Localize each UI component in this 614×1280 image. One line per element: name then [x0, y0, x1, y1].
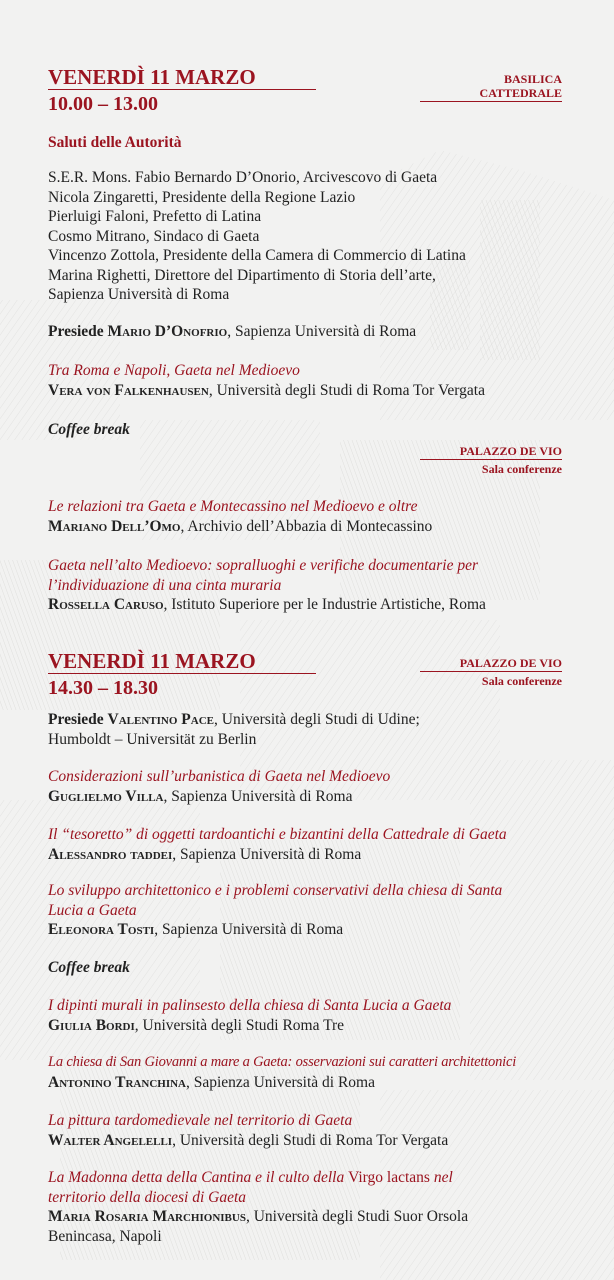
session1-day: VENERDÌ 11 MARZO [48, 66, 316, 90]
talk-title-part-c: nel [429, 1169, 453, 1186]
speaker-name: Eleonora Tosti [48, 921, 155, 938]
speaker-name: Guglielmo Villa [48, 787, 164, 805]
speaker-affil: , Sapienza Università di Roma [154, 921, 344, 938]
talk-title-line2: territorio della diocesi di Gaeta [48, 1188, 247, 1206]
session1-time: 10.00 – 13.00 [48, 93, 158, 115]
talk-title-part-b: Virgo lactans [348, 1169, 430, 1186]
talk-title-line1 [48, 1168, 578, 1188]
session2-time: 14.30 – 18.30 [48, 677, 158, 699]
session2-venue [420, 656, 562, 689]
talk-title: Il “tesoretto” di oggetti tardoantichi e bizantini della Cattedrale di Gaeta [48, 826, 507, 843]
speaker-name: Vera von Falkenhausen [48, 381, 209, 399]
session1-venue [420, 72, 562, 102]
venue2-name: PALAZZO DE VIO [420, 444, 562, 460]
session1-coffee-break: Coffee break [48, 421, 130, 438]
chair-affil-line2: Humboldt – Universität zu Berlin [48, 730, 257, 748]
talk-title: La pittura tardomedievale nel territorio di Gaeta [48, 1112, 353, 1129]
chair-affil-line1: , Università degli Studi di Udine; [214, 711, 420, 728]
speaker-name: Maria Rosaria Marchionibus [48, 1208, 246, 1225]
speaker-name: Rossella Caruso [48, 596, 164, 613]
session2-day: VENERDÌ 11 MARZO [48, 650, 316, 674]
greeting-2: Nicola Zingaretti, Presidente della Regione Lazio [48, 188, 356, 206]
greeting-4: Cosmo Mitrano, Sindaco di Gaeta [48, 227, 260, 245]
chair-name: Mario D’Onofrio [107, 323, 228, 340]
greeting-1: S.E.R. Mons. Fabio Bernardo D’Onorio, Arcivescovo di Gaeta [48, 169, 438, 186]
greeting-3: Pierluigi Faloni, Prefetto di Latina [48, 208, 262, 225]
speaker-affil: , Sapienza Università di Roma [172, 845, 362, 863]
speaker-affil: , Sapienza Università di Roma [186, 1073, 375, 1091]
speaker-affil: , Università degli Studi Roma Tre [134, 1016, 345, 1034]
talk-title-line2: l’individuazione di una cinta muraria [48, 576, 282, 594]
speaker-affil: , Sapienza Università di Roma [163, 787, 353, 805]
speaker-affil: , Università degli Studi di Roma Tor Vergata [172, 1131, 449, 1149]
session2-talk1 [48, 767, 578, 806]
speaker-name: Mariano Dell’Omo [48, 517, 181, 535]
session1-talk3 [48, 556, 578, 615]
greeting-6: Marina Righetti, Direttore del Dipartimento di Storia dell’arte, [48, 266, 436, 284]
talk-title-part-a: La Madonna detta della Cantina e il culto della [48, 1169, 349, 1186]
chair-label: Presiede [48, 323, 104, 340]
session2-talk7 [48, 1168, 578, 1246]
speaker-name: Giulia Bordi [48, 1016, 135, 1034]
speaker-affil: , Archivio dell’Abbazia di Montecassino [180, 517, 433, 535]
talk-title: Tra Roma e Napoli, Gaeta nel Medioevo [48, 362, 300, 379]
speaker-name: Alessandro taddei [48, 845, 173, 863]
talk-title-line2: Lucia a Gaeta [48, 901, 137, 919]
speaker-name: Antonino Tranchina [48, 1073, 186, 1091]
speaker-affil: , Istituto Superiore per le Industrie Artistiche, Roma [163, 596, 486, 613]
chair-affil: , Sapienza Università di Roma [227, 323, 417, 340]
session1-talk1 [48, 361, 578, 400]
session2-venue-name: PALAZZO DE VIO [420, 656, 562, 672]
venue2-room: Sala conferenze [481, 462, 562, 476]
session2-chair [48, 710, 578, 749]
greeting-7: Sapienza Università di Roma [48, 286, 230, 303]
talk-title: Le relazioni tra Gaeta e Montecassino nel Medioevo e oltre [48, 498, 418, 515]
talk-title: La chiesa di San Giovanni a mare a Gaeta: osservazioni sui caratteri architettonici [48, 1054, 517, 1070]
greetings-title: Saluti delle Autorità [48, 134, 182, 151]
greetings-list [48, 168, 578, 305]
chair-name: Valentino Pace [107, 711, 214, 728]
chair-label: Presiede [48, 711, 104, 728]
session1-talk2 [48, 497, 578, 536]
speaker-affil: , Università degli Studi di Roma Tor Vergata [208, 381, 485, 399]
session1-chair [48, 322, 578, 342]
session2-talk6 [48, 1111, 578, 1150]
session2-coffee-break: Coffee break [48, 959, 130, 976]
talk-title-line1: Gaeta nell’alto Medioevo: sopralluoghi e verifiche documentarie per [48, 557, 479, 574]
session2-venue-room: Sala conferenze [481, 674, 562, 688]
session2-talk4 [48, 996, 578, 1035]
talk-title-line1: Lo sviluppo architettonico e i problemi conservativi della chiesa di Santa [48, 882, 503, 899]
session1-venue2 [420, 444, 562, 477]
speaker-affil-line1: , Università degli Studi Suor Orsola [245, 1208, 469, 1225]
talk-title: Considerazioni sull’urbanistica di Gaeta nel Medioevo [48, 768, 391, 785]
session2-talk3 [48, 881, 578, 940]
session1-venue-name: BASILICA CATTEDRALE [420, 72, 562, 102]
session2-talk5 [48, 1053, 578, 1092]
session2-talk2 [48, 825, 578, 864]
speaker-name: Walter Angelelli [48, 1131, 173, 1149]
talk-title: I dipinti murali in palinsesto della chiesa di Santa Lucia a Gaeta [48, 997, 452, 1014]
greeting-5: Vincenzo Zottola, Presidente della Camera di Commercio di Latina [48, 247, 466, 264]
speaker-affil-line2: Benincasa, Napoli [48, 1227, 162, 1245]
